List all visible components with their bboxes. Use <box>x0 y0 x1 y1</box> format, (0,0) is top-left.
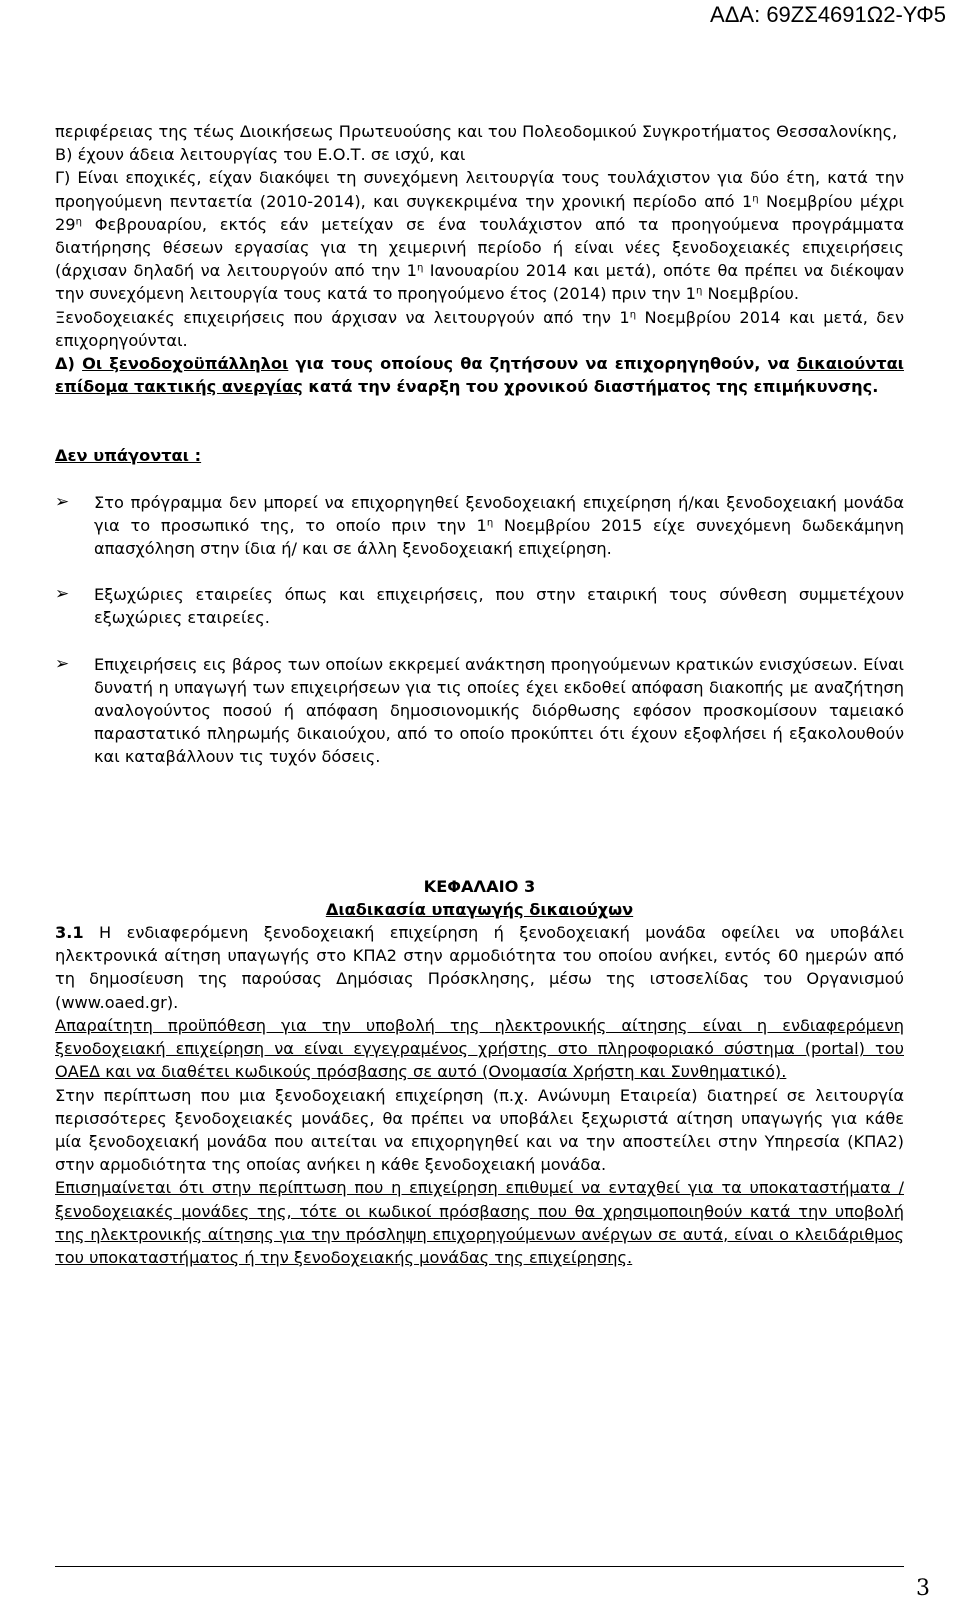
condition-c: Γ) Είναι εποχικές, είχαν διακόψει τη συνεχόμενη λειτουργία τους τουλάχιστον για δύο έτη, κατά την προηγούμενη πενταετία (2010-2014), και συγκεκριμένα την χρονική περίοδο από $1^\eta$ Νοεμβρίου μέχρι $29^\eta$ Φεβρουαρίου, εκτός εάν μετείχαν σε ένα τουλάχιστον από τα προηγούμενα προγράμματα διατήρησης θέσεων εργασίας για τη χειμερινή περίοδο ή είναι νέες ξενοδοχειακές επιχειρήσεις (άρχισαν δηλαδή να λειτουργούν από την $1^\eta$ Ιανουαρίου 2014 και μετά), οπότε θα πρέπει να διέκοψαν την συνεχόμενη λειτουργία τους κατά το προηγούμενο έτος (2014) πριν την $1^\eta$ Νοεμβρίου. <box>55 168 905 304</box>
arrow-bullet-icon: ➢ <box>55 491 70 512</box>
condition-d: Δ) Οι ξενοδοχοϋπάλληλοι για τους οποίους θα ζητήσουν να επιχορηγηθούν, να δικαιούνται επίδομα τακτικής ανεργίας κατά την έναρξη του χρονικού διαστήματος της επιμήκυνσης. <box>55 354 904 397</box>
ada-code: ΑΔΑ: 69ΖΣ4691Ω2-ΥΦ5 <box>710 2 946 27</box>
arrow-bullet-icon: ➢ <box>55 653 70 674</box>
exclusion-item: ➢ Εξωχώριες εταιρείες όπως και επιχειρήσεις, που στην εταιρική τους σύνθεση συμμετέχουν εξωχώριες εταιρείες. <box>55 583 904 629</box>
condition-b: Β) έχουν άδεια λειτουργίας του Ε.Ο.Τ. σε ισχύ, και <box>55 145 466 165</box>
section-3-1: 3.1 Η ενδιαφερόμενη ξενοδοχειακή επιχείρηση ή ξενοδοχειακή μονάδα οφείλει να υποβάλει ηλεκτρονικά αίτηση υπαγωγής στο ΚΠΑ2 στην αρμοδιότητα του οποίου ανήκει, εντός 60 ημερών από τη δημοσίευση της παρούσας Δημόσιας Πρόσκλησης, μέσω της ιστοσελίδας του Οργανισμού (www.oaed.gr). <box>55 923 904 1012</box>
footer-rule <box>55 1566 904 1567</box>
branch-note-paragraph: Επισημαίνεται ότι στην περίπτωση που η επιχείρηση επιθυμεί να ενταχθεί για τα υποκαταστήματα / ξενοδοχειακές μονάδες της, τότε οι κωδικοί πρόσβασης που θα χρησιμοποιηθούν κατά την υποβολή της ηλεκτρονικής αίτησης για την πρόσληψη επιχορηγούμενων ανέργων σε αυτά, είναι ο κλειδάριθμος του υποκαταστήματος ή την ξενοδοχειακής μονάδας της επιχείρησης. <box>55 1178 904 1267</box>
arrow-bullet-icon: ➢ <box>55 584 70 605</box>
new-hotels-note: Ξενοδοχειακές επιχειρήσεις που άρχισαν να λειτουργούν από την $1^\eta$ Νοεμβρίου 2014 και μετά, δεν επιχορηγούνται. <box>55 307 904 350</box>
chapter-number: ΚΕΦΑΛΑΙΟ 3 <box>423 876 536 896</box>
exclusion-item: ➢ Στο πρόγραμμα δεν μπορεί να επιχορηγηθεί ξενοδοχειακή επιχείρηση ή/και ξενοδοχειακή μονάδα για το προσωπικό της, το οποίο πριν την $1^\eta$ Νοεμβρίου 2015 είχε συνεχόμενη δωδεκάμηνη απασχόληση στην ίδια ή/ και σε άλλη ξενοδοχειακή επιχείρηση. <box>55 491 904 561</box>
exclusions-title: Δεν υπάγονται : <box>55 446 202 466</box>
page-number: 3 <box>916 1576 930 1601</box>
intro-line-1: περιφέρειας της τέως Διοικήσεως Πρωτευούσης και του Πολεοδομικού Συγκροτήματος Θεσσαλονίκης, <box>55 122 898 141</box>
exclusion-item: ➢ Επιχειρήσεις εις βάρος των οποίων εκκρεμεί ανάκτηση προηγούμενων κρατικών ενισχύσεων. Είναι δυνατή η υπαγωγή των επιχειρήσεων για τις οποίες έχει εκδοθεί απόφαση διακοπής με αναζήτηση αναλογούντος ποσού ή απόφαση δημοσιονομικής διόρθωσης εφόσον προσκομίσουν ταμειακό παραστατικό πληρωμής δικαιούχου, από το οποίο προκύπτει ότι έχουν εξοφλήσει ή εξακολουθούν και καταβάλλουν τις τυχόν δόσεις. <box>55 653 904 769</box>
chapter-title: Διαδικασία υπαγωγής δικαιούχων <box>325 899 634 919</box>
multiple-units-paragraph: Στην περίπτωση που μια ξενοδοχειακή επιχείρηση (π.χ. Ανώνυμη Εταιρεία) διατηρεί σε λειτουργία περισσότερες ξενοδοχειακές μονάδες, θα πρέπει να υποβάλει ξεχωριστά αίτηση υπαγωγής για κάθε μία ξενοδοχειακή μονάδα που αιτείται να επιχορηγηθεί και να την αποστείλει στην Υπηρεσία (ΚΠΑ2) στην αρμοδιότητα της οποίας ανήκει η κάθε ξενοδοχειακή μονάδα. <box>55 1085 904 1175</box>
prerequisite-paragraph: Απαραίτητη προϋπόθεση για την υποβολή της ηλεκτρονικής αίτησης είναι η ενδιαφερόμενη ξενοδοχειακή επιχείρηση να είναι εγγεγραμένος χρήστης στο πληροφοριακό σύστημα (portal) του ΟΑΕΔ και να διαθέτει κωδικούς πρόσβασης σε αυτό (Ονομασία Χρήστη και Συνθηματικό). <box>55 1015 904 1082</box>
document-body <box>55 120 904 1269</box>
